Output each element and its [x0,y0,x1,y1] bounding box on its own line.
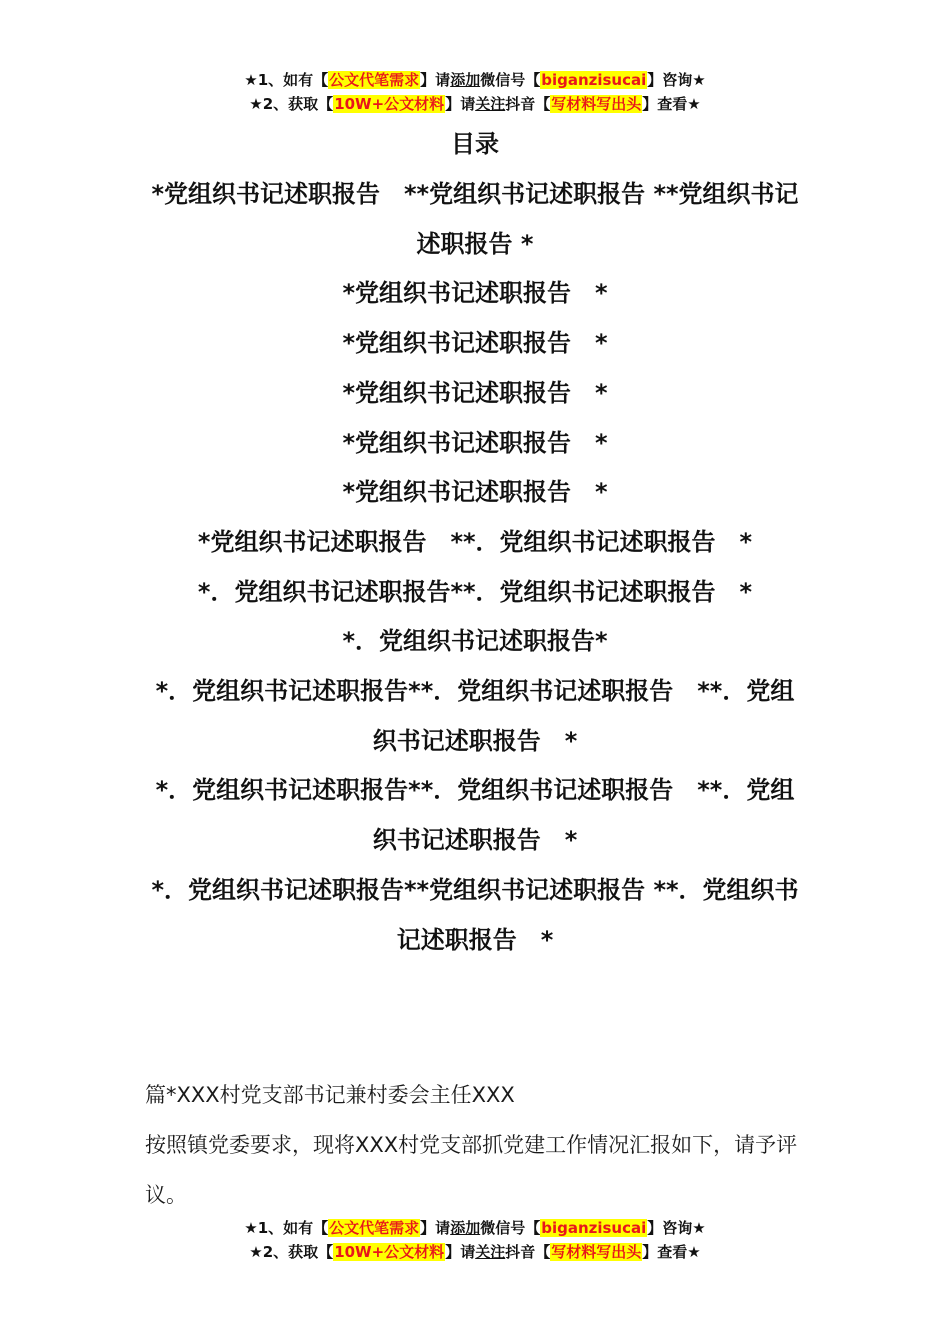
banner-line-1-middle-2: 微信号【 [480,71,541,89]
banner-line-2-underlined: 关注 [475,95,506,113]
banner-line-2-middle: 】请 [445,95,476,113]
banner-line-1-middle: 】请 [420,71,451,89]
banner-line-1-highlight-wechat: biganzisucai [541,71,647,89]
banner-line-2-highlight-account: 写材料写出头 [551,95,642,113]
banner-line-2 [0,1240,950,1264]
toc-title: 目录 [451,130,499,158]
document-body [145,1070,810,1220]
toc-entry[interactable]: *党组织书记述职报告 **．党组织书记述职报告 * [197,527,753,556]
banner-line-1-highlight-service: 公文代笔需求 [329,71,420,89]
banner-line-2 [0,92,950,116]
banner-line-2-prefix: ★2、获取【 [249,1243,334,1261]
banner-line-2-middle-2: 抖音【 [505,95,551,113]
banner-line-1-prefix: ★1、如有【 [244,1219,329,1237]
banner-line-1-suffix: 】咨询★ [647,71,706,89]
toc-entry[interactable]: *．党组织书记述职报告**．党组织书记述职报告 **．党组织书记述职报告 * [155,677,795,755]
toc-entry[interactable]: *党组织书记述职报告 * [342,428,608,457]
banner-line-2-highlight-materials: 10W+公文材料 [334,95,445,113]
banner-line-1-prefix: ★1、如有【 [244,71,329,89]
banner-line-1-middle-2: 微信号【 [480,1219,541,1237]
banner-line-2-underlined: 关注 [475,1243,506,1261]
body-paragraph: 按照镇党委要求，现将XXX村党支部抓党建工作情况汇报如下，请予评议。 [145,1133,798,1207]
banner-line-2-highlight-materials: 10W+公文材料 [334,1243,445,1261]
toc-entry[interactable]: *党组织书记述职报告 * [342,279,608,308]
banner-line-1-underlined: 添加 [450,71,481,89]
bottom-banner [0,1216,950,1264]
toc-entry[interactable]: *党组织书记述职报告 **党组织书记述职报告 **党组织书记述职报告 * [151,180,799,258]
toc-entry[interactable]: *党组织书记述职报告 * [342,478,608,507]
toc-entry[interactable]: *党组织书记述职报告 * [342,378,608,407]
banner-line-2-suffix: 】查看★ [642,1243,701,1261]
banner-line-2-middle-2: 抖音【 [505,1243,551,1261]
toc-entry[interactable]: *．党组织书记述职报告**．党组织书记述职报告 * [197,577,753,606]
banner-line-1-underlined: 添加 [450,1219,481,1237]
banner-line-1 [0,1216,950,1240]
banner-line-1 [0,68,950,92]
banner-line-1-highlight-wechat: biganzisucai [541,1219,647,1237]
toc-entry[interactable]: *．党组织书记述职报告**党组织书记述职报告 **．党组织书记述职报告 * [151,875,799,954]
toc-entry[interactable]: *．党组织书记述职报告* [342,627,608,656]
banner-line-2-prefix: ★2、获取【 [249,95,334,113]
banner-line-2-highlight-account: 写材料写出头 [551,1243,642,1261]
banner-line-1-highlight-service: 公文代笔需求 [329,1219,420,1237]
top-banner [0,68,950,116]
banner-line-2-middle: 】请 [445,1243,476,1261]
banner-line-1-middle: 】请 [420,1219,451,1237]
toc-entry[interactable]: *党组织书记述职报告 * [342,329,608,358]
table-of-contents [145,170,805,965]
toc-entry[interactable]: *．党组织书记述职报告**．党组织书记述职报告 **．党组织书记述职报告 * [155,776,795,855]
body-paragraph: 篇*XXX村党支部书记兼村委会主任XXX [145,1083,515,1107]
banner-line-2-suffix: 】查看★ [642,95,701,113]
banner-line-1-suffix: 】咨询★ [647,1219,706,1237]
